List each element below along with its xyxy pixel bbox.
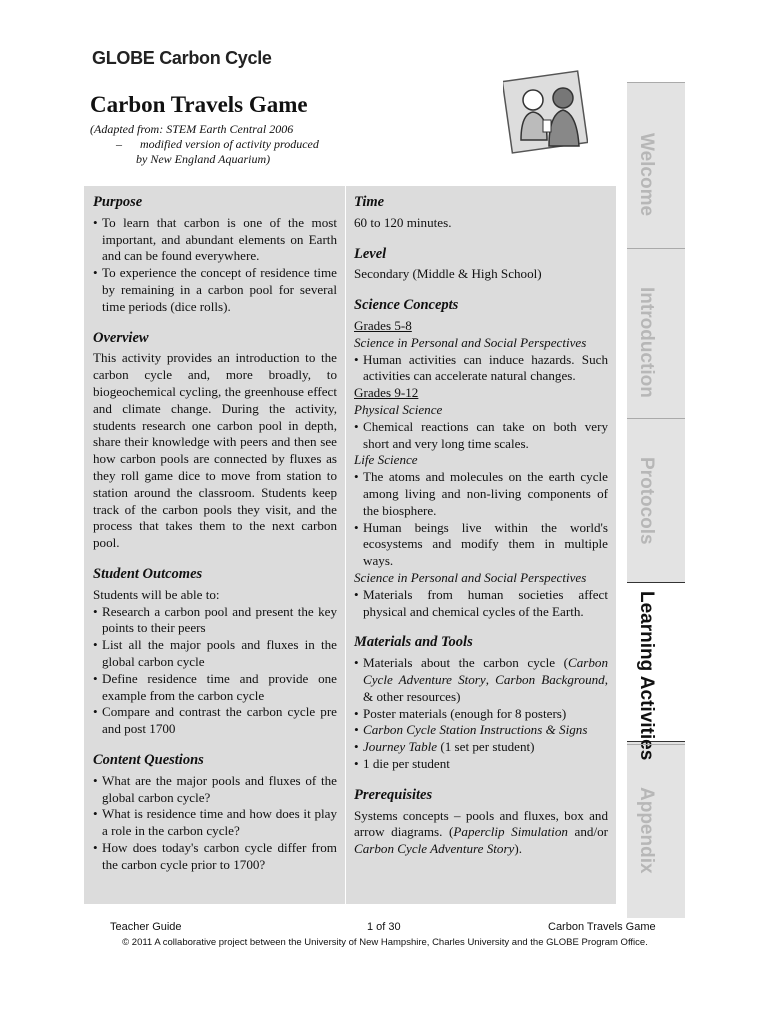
footer-right: Carbon Travels Game	[548, 921, 656, 933]
concept-subheading: Science in Personal and Social Perspectives	[354, 569, 587, 585]
section-tabs	[627, 82, 685, 918]
student-outcomes-heading: Student Outcomes	[93, 565, 203, 582]
tab-protocols[interactable]	[627, 418, 685, 579]
question-item: • What are the major pools and fluxes of the global carbon cycle?	[93, 773, 337, 807]
copyright-notice: © 2011 A collaborative project between the University of New Hampshire, Charles University and the GLOBE Program Office.	[122, 937, 648, 948]
concept-item: • The atoms and molecules on the earth cycle among living and non-living components of the biosphere.	[354, 469, 608, 519]
tab-learning-activities[interactable]	[627, 582, 685, 761]
tab-learning-activities-label: Learning Activities	[636, 591, 657, 761]
material-item: • Poster materials (enough for 8 posters)	[354, 706, 608, 723]
grades-5-8-label: Grades 5-8	[354, 317, 412, 333]
right-column	[354, 194, 608, 872]
grades-9-12-label: Grades 9-12	[354, 385, 419, 401]
time-heading: Time	[354, 194, 385, 210]
level-heading: Level	[354, 245, 387, 262]
outcome-item: • List all the major pools and fluxes in the global carbon cycle	[93, 637, 337, 671]
purpose-heading: Purpose	[93, 194, 143, 210]
material-item: • Materials about the carbon cycle (Carbon Cycle Adventure Story, Carbon Background, & other resources)	[354, 655, 608, 705]
materials-section	[354, 634, 608, 772]
science-concepts-section	[354, 297, 608, 620]
level-section	[354, 246, 608, 284]
left-column	[93, 194, 337, 887]
purpose-section	[93, 194, 337, 316]
outcome-item: • Research a carbon pool and present the key points to their peers	[93, 604, 337, 638]
student-outcomes-intro: Students will be able to:	[93, 586, 220, 602]
tab-appendix[interactable]	[627, 744, 685, 919]
adapted-line-2: – modified version of activity produced	[116, 137, 319, 151]
adapted-line-1: (Adapted from: STEM Earth Central 2006	[90, 122, 294, 136]
tab-introduction[interactable]	[627, 248, 685, 419]
prerequisites-heading: Prerequisites	[354, 786, 433, 803]
adapted-line-3: by New England Aquarium)	[136, 152, 271, 166]
tab-protocols-label: Protocols	[636, 457, 657, 545]
tab-welcome[interactable]	[627, 82, 685, 249]
footer-left: Teacher Guide	[110, 921, 182, 933]
concept-subheading: Physical Science	[354, 401, 443, 417]
time-text: 60 to 120 minutes.	[354, 214, 452, 230]
concept-item: • Chemical reactions can take on both very short and very long time scales.	[354, 419, 608, 453]
outcome-item: • Compare and contrast the carbon cycle pre and post 1700	[93, 704, 337, 738]
materials-heading: Materials and Tools	[354, 634, 473, 651]
material-item: • 1 die per student	[354, 756, 608, 773]
purpose-item: • To experience the concept of residence time by remaining in a carbon pool for several time periods (dice rolls).	[93, 265, 337, 315]
overview-text: This activity provides an introduction to the carbon cycle and, more broadly, to biogeochemical cycling, the greenhouse effect and climate change. During the activity, students research one carbon pool in depth, share their knowledge with peers and then see how carbon pools are connected by fluxes as they roll game dice to move from station to station around the classroom. Students keep track of the carbon pools they visit, and the process that takes them to the next carbon pool.	[93, 350, 337, 551]
concept-subheading: Science in Personal and Social Perspectives	[354, 334, 587, 350]
concept-item: • Materials from human societies affect physical and chemical cycles of the Earth.	[354, 587, 608, 621]
material-item: • Carbon Cycle Station Instructions & Signs	[354, 722, 608, 739]
material-item: • Journey Table (1 set per student)	[354, 739, 608, 756]
level-text: Secondary (Middle & High School)	[354, 266, 542, 282]
time-section	[354, 194, 608, 232]
page-title: Carbon Travels Game	[90, 92, 308, 117]
globe-carbon-cycle-logo	[92, 48, 272, 69]
question-item: • What is residence time and how does it play a role in the carbon cycle?	[93, 806, 337, 840]
tab-introduction-label: Introduction	[636, 287, 657, 398]
outcome-item: • Define residence time and provide one example from the carbon cycle	[93, 671, 337, 705]
content-questions-heading: Content Questions	[93, 751, 204, 768]
students-illustration	[503, 70, 588, 160]
overview-section	[93, 330, 337, 552]
content-questions-section	[93, 752, 337, 874]
prerequisites-text: Systems concepts – pools and fluxes, box and arrow diagrams. (Paperclip Simulation and/or Carbon Cycle Adventure Story).	[354, 807, 608, 857]
concept-item: • Human beings live within the world's ecosystems and modify them in multiple ways.	[354, 520, 608, 570]
question-item: • How does today's carbon cycle differ from the carbon cycle prior to 1700?	[93, 840, 337, 874]
adapted-from-note	[90, 122, 319, 167]
purpose-item: • To learn that carbon is one of the most important, and abundant elements on Earth and can be found everywhere.	[93, 215, 337, 265]
logo-text: GLOBE Carbon Cycle	[92, 48, 272, 68]
concept-item: • Human activities can induce hazards. Such activities can accelerate natural changes.	[354, 352, 608, 386]
tab-appendix-label: Appendix	[636, 787, 657, 874]
prerequisites-section	[354, 787, 608, 858]
concept-subheading: Life Science	[354, 452, 418, 468]
student-outcomes-section	[93, 566, 337, 738]
column-divider	[345, 186, 346, 904]
page-number: 1 of 30	[367, 921, 401, 933]
science-concepts-heading: Science Concepts	[354, 297, 459, 314]
tab-welcome-label: Welcome	[636, 133, 657, 217]
overview-heading: Overview	[93, 329, 149, 346]
